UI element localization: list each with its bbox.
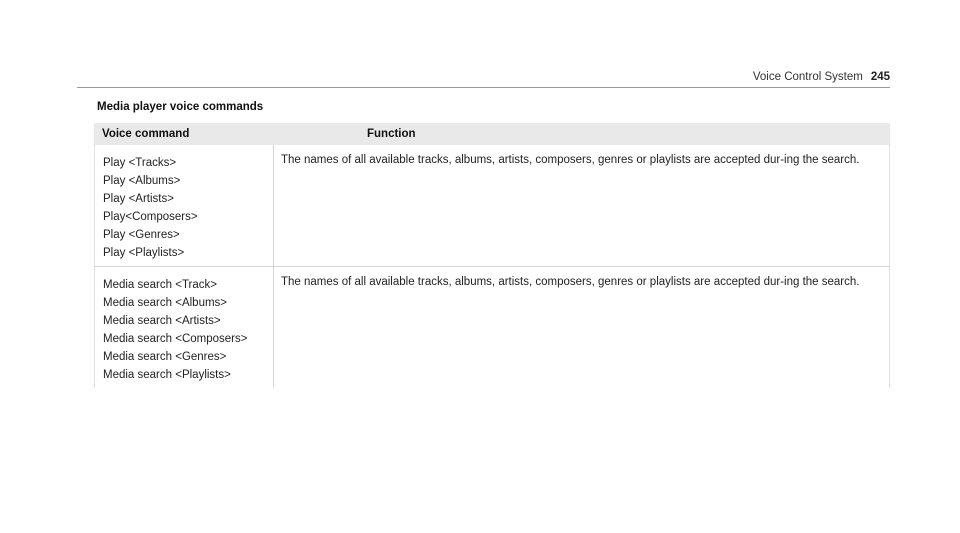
voice-command-item: Play<Composers> bbox=[103, 211, 198, 223]
table-header-row bbox=[94, 123, 890, 145]
column-header-voice-command: Voice command bbox=[102, 128, 190, 140]
function-cell bbox=[273, 145, 890, 266]
voice-command-item: Play <Genres> bbox=[103, 229, 180, 241]
table-row bbox=[94, 267, 890, 388]
running-header bbox=[753, 71, 890, 83]
function-cell bbox=[273, 267, 890, 388]
voice-command-item: Play <Albums> bbox=[103, 175, 181, 187]
column-header-function: Function bbox=[367, 128, 416, 140]
voice-command-item: Play <Tracks> bbox=[103, 157, 177, 169]
voice-command-item: Media search <Artists> bbox=[103, 315, 221, 327]
voice-command-item: Play <Artists> bbox=[103, 193, 174, 205]
function-description: The names of all available tracks, albums, artists, composers, genres or playlists are accepted dur-ing the search. bbox=[281, 154, 860, 166]
voice-command-cell bbox=[94, 267, 273, 388]
voice-command-item: Media search <Track> bbox=[103, 279, 217, 291]
voice-command-item: Play <Playlists> bbox=[103, 247, 185, 259]
running-header-title: Voice Control System bbox=[752, 71, 863, 83]
page-number: 245 bbox=[870, 71, 890, 83]
voice-command-item: Media search <Genres> bbox=[103, 351, 227, 363]
voice-command-cell bbox=[94, 145, 273, 266]
header-divider bbox=[77, 87, 890, 88]
voice-command-item: Media search <Playlists> bbox=[103, 369, 231, 381]
voice-command-item: Media search <Albums> bbox=[103, 297, 228, 309]
voice-command-table bbox=[94, 123, 890, 388]
function-description: The names of all available tracks, albums, artists, composers, genres or playlists are accepted dur-ing the search. bbox=[281, 276, 860, 288]
voice-command-item: Media search <Composers> bbox=[103, 333, 248, 345]
section-title: Media player voice commands bbox=[97, 101, 264, 113]
table-row bbox=[94, 145, 890, 267]
